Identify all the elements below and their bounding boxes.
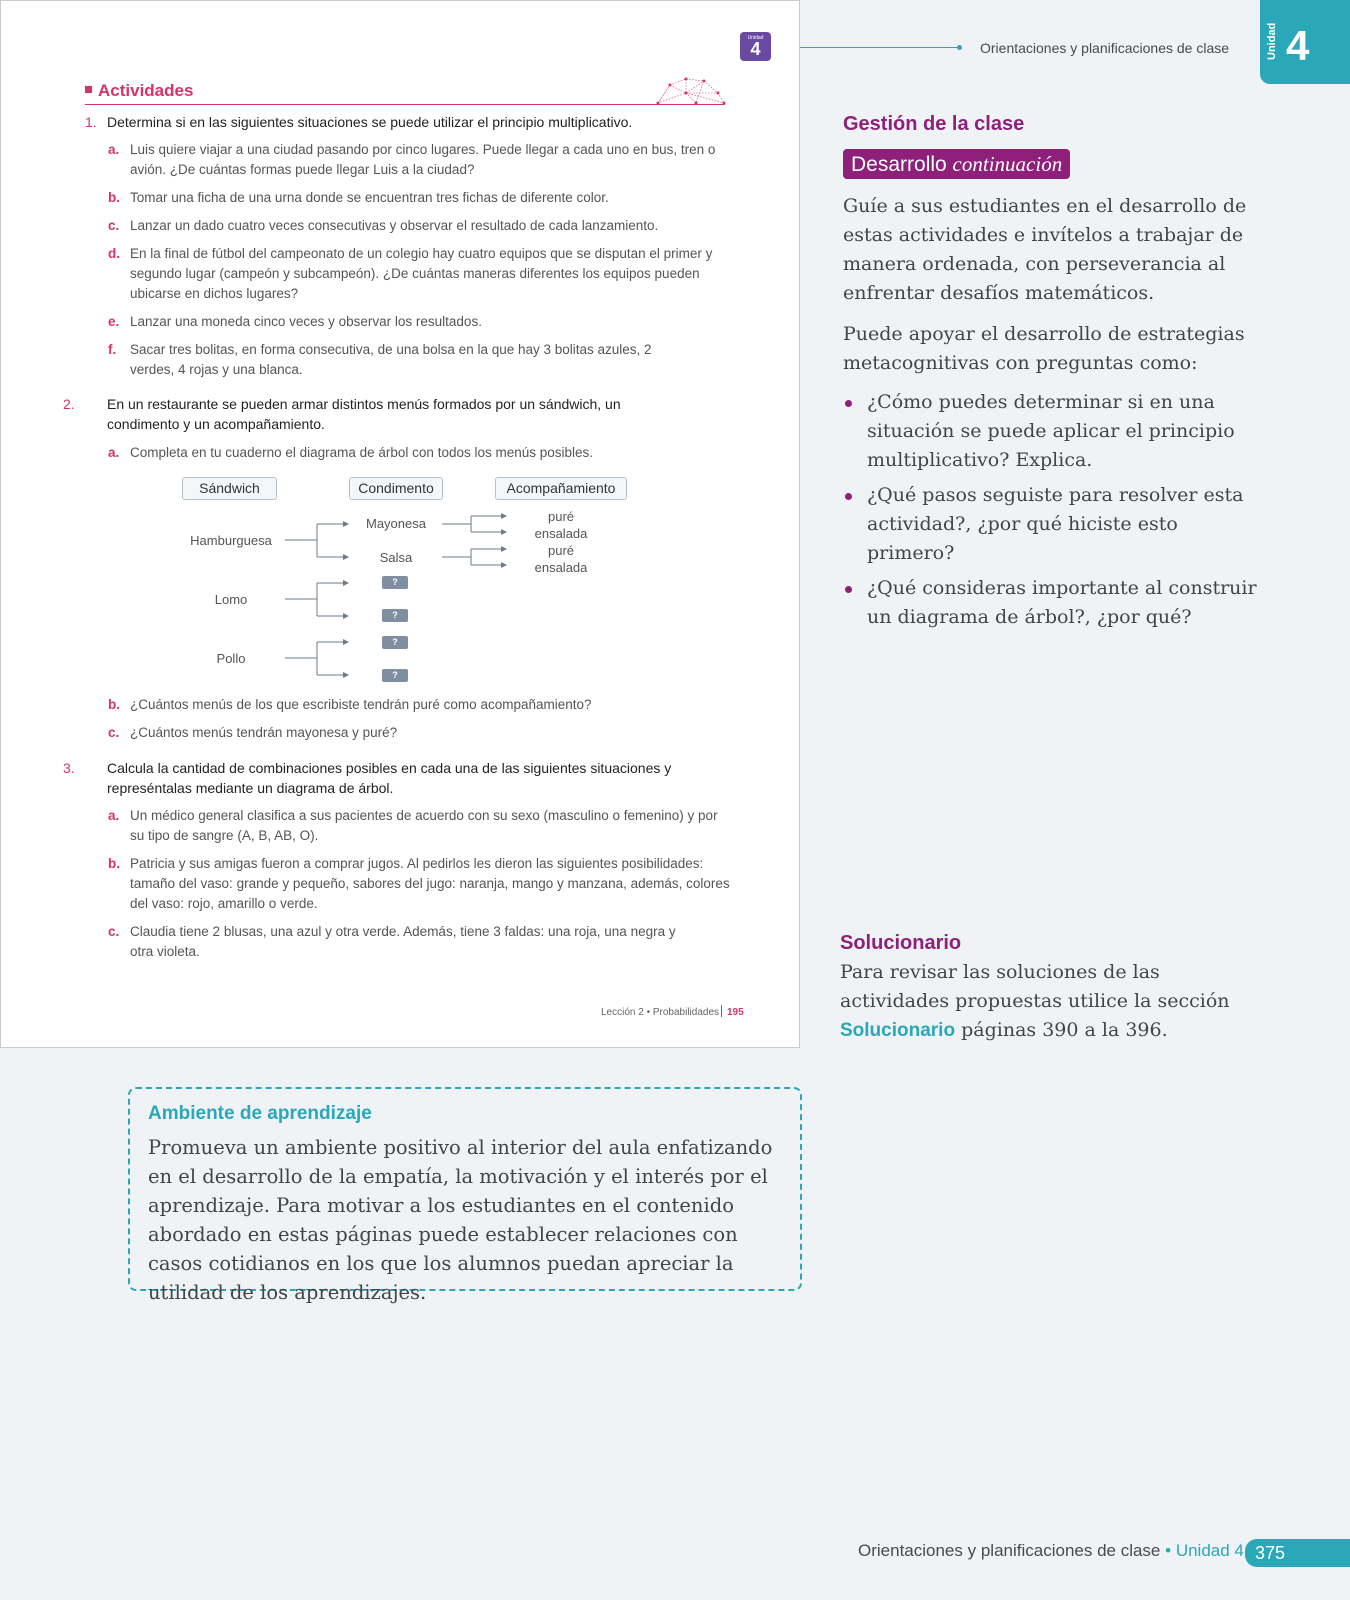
q2-item-b xyxy=(108,695,720,715)
guidance-paragraph-1: Guíe a sus estudiantes en el desarrollo de estas actividades e invítelos a trabajar de manera ordenada, con perseverancia al enfrentar desafíos matemáticos. xyxy=(843,195,1247,304)
question-number: 1. xyxy=(85,114,97,130)
q2-item-c xyxy=(108,723,720,743)
guidance-bullet: ¿Qué consideras importante al construir un diagrama de árbol?, ¿por qué? xyxy=(843,574,1263,632)
item-text: Lanzar una moneda cinco veces y observar los resultados. xyxy=(130,314,482,329)
guidance-paragraph-2: Puede apoyar el desarrollo de estrategias metacognitivas con preguntas como: xyxy=(843,323,1245,374)
ambiente-title: Ambiente de aprendizaje xyxy=(148,1103,372,1124)
item-text: En la final de fútbol del campeonato de un colegio hay cuatro equipos que se disputan el primer y segundo lugar (campeón y subcampeón). ¿De cuántas maneras diferentes los equipos pueden ubicarse en dichos lugares? xyxy=(130,246,713,301)
unit-badge-word: Unidad xyxy=(747,35,764,41)
solucionario-text-after: páginas 390 a la 396. xyxy=(955,1019,1168,1041)
tree-header-side: Acompañamiento xyxy=(495,477,627,500)
item-letter: a. xyxy=(108,445,120,460)
student-page-footer xyxy=(601,1007,719,1018)
header-rule xyxy=(800,47,960,48)
desarrollo-banner xyxy=(843,149,1070,179)
header-section-title: Orientaciones y planificaciones de clase xyxy=(980,40,1230,56)
question-text: En un restaurante se pueden armar distintos menús formados por un sándwich, un condimento y un acompañamiento. xyxy=(107,396,621,432)
tree-header-sandwich: Sándwich xyxy=(182,477,277,500)
tree-condiment-salsa: Salsa xyxy=(379,550,413,565)
item-letter: b. xyxy=(108,190,120,205)
item-letter: b. xyxy=(108,856,120,871)
item-text: ¿Cuántos menús de los que escribiste tendrán puré como acompañamiento? xyxy=(130,697,592,712)
tree-side-pure: puré xyxy=(547,509,575,524)
item-text: Lanzar un dado cuatro veces consecutivas y observar el resultado de cada lanzamiento. xyxy=(130,218,659,233)
unit-badge-number: 4 xyxy=(750,39,761,59)
tree-header-condiment: Condimento xyxy=(349,477,443,500)
tree-unknown-box: ? xyxy=(382,636,408,649)
gestion-title: Gestión de la clase xyxy=(843,113,1025,135)
tree-sandwich-pollo: Pollo xyxy=(216,651,246,666)
q3-item-a xyxy=(108,806,730,846)
item-letter: c. xyxy=(108,924,120,939)
guidance-bullet: ¿Qué pasos seguiste para resolver esta actividad?, ¿por qué hiciste esto primero? xyxy=(843,481,1263,568)
q3-item-b xyxy=(108,854,735,914)
activities-title: Actividades xyxy=(85,81,193,101)
item-letter: c. xyxy=(108,725,120,740)
question-text: Determina si en las siguientes situaciones se puede utilizar el principio multiplicativo. xyxy=(107,114,633,130)
item-letter: a. xyxy=(108,142,120,157)
footer-separator-dot: • xyxy=(1165,1541,1172,1560)
continuacion-label: continuación xyxy=(952,152,1063,176)
tree-side-pure: puré xyxy=(547,543,575,558)
item-letter: a. xyxy=(108,808,120,823)
desarrollo-label: Desarrollo xyxy=(851,153,947,176)
student-page xyxy=(0,0,800,1048)
tree-sandwich-hamburguesa: Hamburguesa xyxy=(190,533,272,548)
tree-unknown-box: ? xyxy=(382,669,408,682)
item-letter: f. xyxy=(108,342,117,357)
item-text: Luis quiere viajar a una ciudad pasando por cinco lugares. Puede llegar a cada uno en bus, tren o avión. ¿De cuántas formas puede llegar Luis a la ciudad? xyxy=(130,142,716,177)
ambiente-box xyxy=(128,1087,802,1304)
tree-unknown-box: ? xyxy=(382,576,408,589)
item-text: Sacar tres bolitas, en forma consecutiva, de una bolsa en la que hay 3 bolitas azules, 2 verdes, 4 rojas y una blanca. xyxy=(130,342,652,377)
item-text: Un médico general clasifica a sus pacientes de acuerdo con su sexo (masculino o femenino) y por su tipo de sangre (A, B, AB, O). xyxy=(130,808,718,843)
unit-tab-word: Unidad xyxy=(1266,22,1278,60)
solucionario-link[interactable]: Solucionario xyxy=(840,1020,956,1041)
question-number: 2. xyxy=(63,396,75,412)
page-footer xyxy=(858,1541,1244,1561)
footer-separator xyxy=(721,1005,722,1017)
solucionario-text-before: Para revisar las soluciones de las actividades propuestas utilice la sección xyxy=(840,961,1230,1012)
q3-item-c xyxy=(108,922,700,962)
item-text: Patricia y sus amigas fueron a comprar jugos. Al pedirlos les dieron las siguientes posibilidades: tamaño del vaso: grande y pequeño, sabores del jugo: naranja, mango y manzana, además, colores del vaso: rojo, amarillo o verde. xyxy=(130,856,730,911)
solucionario-title: Solucionario xyxy=(840,932,962,954)
item-text: ¿Cuántos menús tendrán mayonesa y puré? xyxy=(130,725,398,740)
footer-title: Orientaciones y planificaciones de clase xyxy=(858,1541,1161,1560)
solucionario-text xyxy=(840,958,1260,1045)
item-text: Claudia tiene 2 blusas, una azul y otra verde. Además, tiene 3 faldas: una roja, una negra y otra violeta. xyxy=(130,924,676,959)
question-text: Calcula la cantidad de combinaciones posibles en cada una de las siguientes situaciones y represéntalas mediante un diagrama de árbol. xyxy=(107,760,672,796)
tree-side-ensalada: ensalada xyxy=(534,526,588,541)
tree-side-ensalada: ensalada xyxy=(534,560,588,575)
question-number: 3. xyxy=(63,760,75,776)
page-number: 375 xyxy=(1245,1539,1350,1567)
item-letter: c. xyxy=(108,218,120,233)
tree-unknown-box: ? xyxy=(382,609,408,622)
question-3 xyxy=(63,758,725,798)
footer-lesson: Lección 2 • Probabilidades xyxy=(601,1007,720,1018)
item-text: Completa en tu cuaderno el diagrama de árbol con todos los menús posibles. xyxy=(130,445,594,460)
unit-tab-number: 4 xyxy=(1286,22,1310,69)
tree-sandwich-lomo: Lomo xyxy=(214,592,248,607)
footer-unit: Unidad 4 xyxy=(1175,1541,1244,1560)
tree-condiment-mayonesa: Mayonesa xyxy=(366,516,426,531)
item-letter: d. xyxy=(108,246,120,261)
header-rule-dot xyxy=(957,45,962,50)
guidance-bullet: ¿Cómo puedes determinar si en una situación se puede aplicar el principio multiplicativo? Explica. xyxy=(843,388,1263,475)
item-letter: b. xyxy=(108,697,120,712)
item-text: Tomar una ficha de una urna donde se encuentran tres fichas de diferente color. xyxy=(130,190,609,205)
unit-tab xyxy=(1260,0,1350,84)
tree-diagram-lines xyxy=(1,1,801,701)
guidance-bullets xyxy=(843,388,1263,638)
item-letter: e. xyxy=(108,314,120,329)
student-page-number: 195 xyxy=(727,1007,744,1018)
ambiente-text: Promueva un ambiente positivo al interior del aula enfatizando en el desarrollo de la empatía, la motivación y el interés por el aprendizaje. Para motivar a los estudiantes en el contenido abordado en estas páginas puede establecer relaciones con casos cotidianos en los que los alumnos puedan apreciar la utilidad de los aprendizajes. xyxy=(148,1136,773,1304)
